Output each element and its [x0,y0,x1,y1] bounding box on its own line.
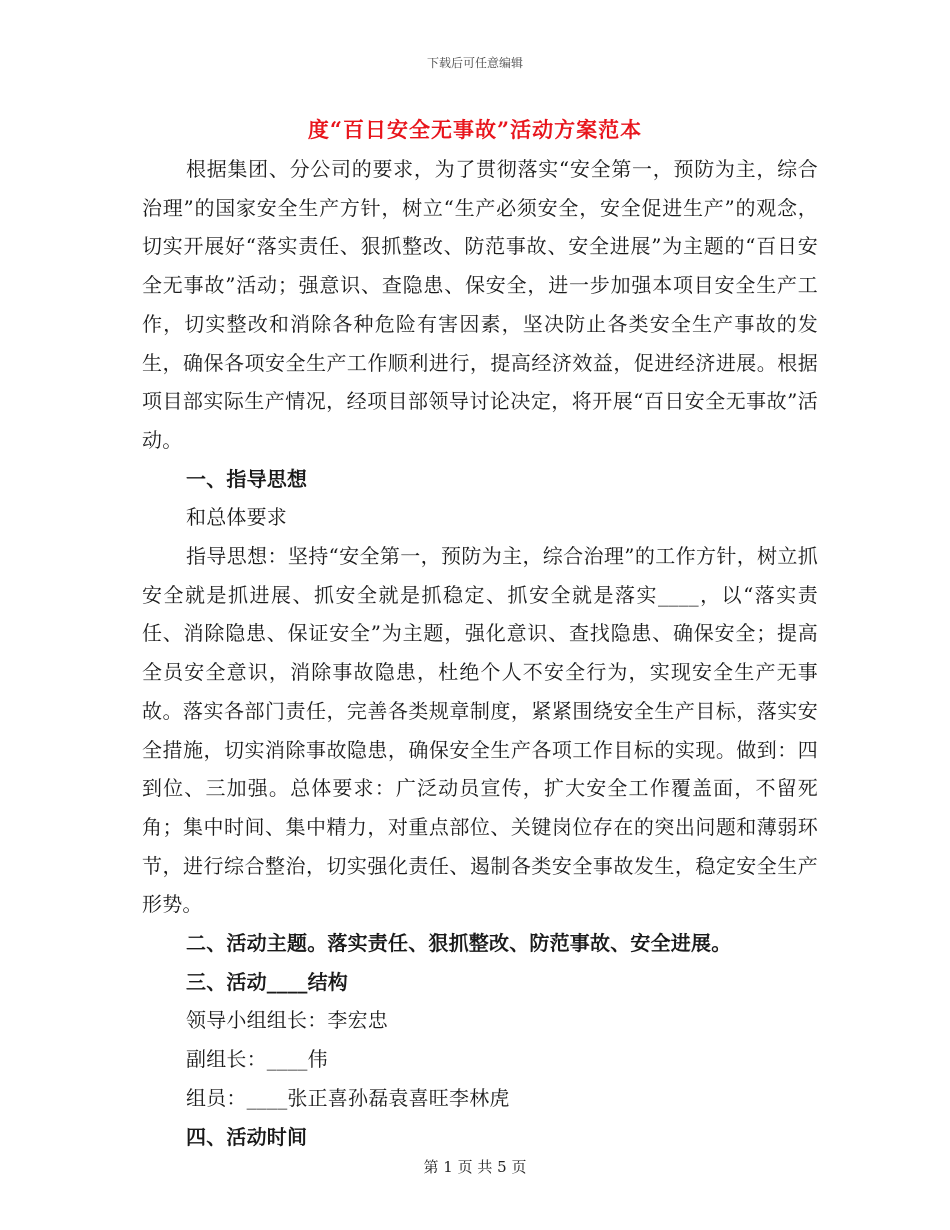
page-number: 第 1 页 共 5 页 [423,1158,527,1176]
document-title: 度“百日安全无事故”活动方案范本 [307,117,643,142]
section-3-leader: 领导小组组长：李宏忠 [186,1008,388,1033]
section-4-heading: 四、活动时间 [186,1124,308,1149]
section-3-heading: 三、活动____结构 [186,969,348,994]
page-header-note: 下载后可任意编辑 [426,56,523,70]
section-1-heading: 一、指导思想 [186,466,308,491]
section-3-deputy: 副组长：____伟 [186,1047,328,1072]
section-2-heading: 二、活动主题。落实责任、狠抓整改、防范事故、安全进展。 [186,931,732,956]
section-1-subheading: 和总体要求 [186,505,287,530]
intro-paragraph: 根据集团、分公司的要求，为了贯彻落实“安全第一，预防为主，综合治理”的国家安全生产方针，树立“生产必须安全，安全促进生产”的观念，切实开展好“落实责任、狠抓整改、防范事故、安全进展”为主题的“百日安全无事故”活动；强意识、查隐患、保安全，进一步加强本项目安全生产工作，切实整改和消除各种危险有害因素，坚决防止各类安全生产事故的发生，确保各项安全生产工作顺利进行，提高经济效益，促进经济进展。根据项目部实际生产情况，经项目部领导讨论决定，将开展“百日安全无事故”活动。 [142,157,818,452]
section-1-body: 指导思想：坚持“安全第一，预防为主，综合治理”的工作方针，树立抓安全就是抓进展、抓安全就是抓稳定、抓安全就是落实____，以“落实责任、消除隐患、保证安全”为主题，强化意识、查找隐患、确保安全；提高全员安全意识，消除事故隐患，杜绝个人不安全行为，实现安全生产无事故。落实各部门责任，完善各类规章制度，紧紧围绕安全生产目标，落实安全措施，切实消除事故隐患，确保安全生产各项工作目标的实现。做到：四到位、三加强。总体要求：广泛动员宣传，扩大安全工作覆盖面，不留死角；集中时间、集中精力，对重点部位、关键岗位存在的突出问题和薄弱环节，进行综合整治，切实强化责任、遏制各类安全事故发生，稳定安全生产形势。 [142,544,818,917]
document-body [142,150,818,1156]
section-3-members: 组员：____张正喜孙磊袁喜旺李林虎 [186,1085,510,1110]
